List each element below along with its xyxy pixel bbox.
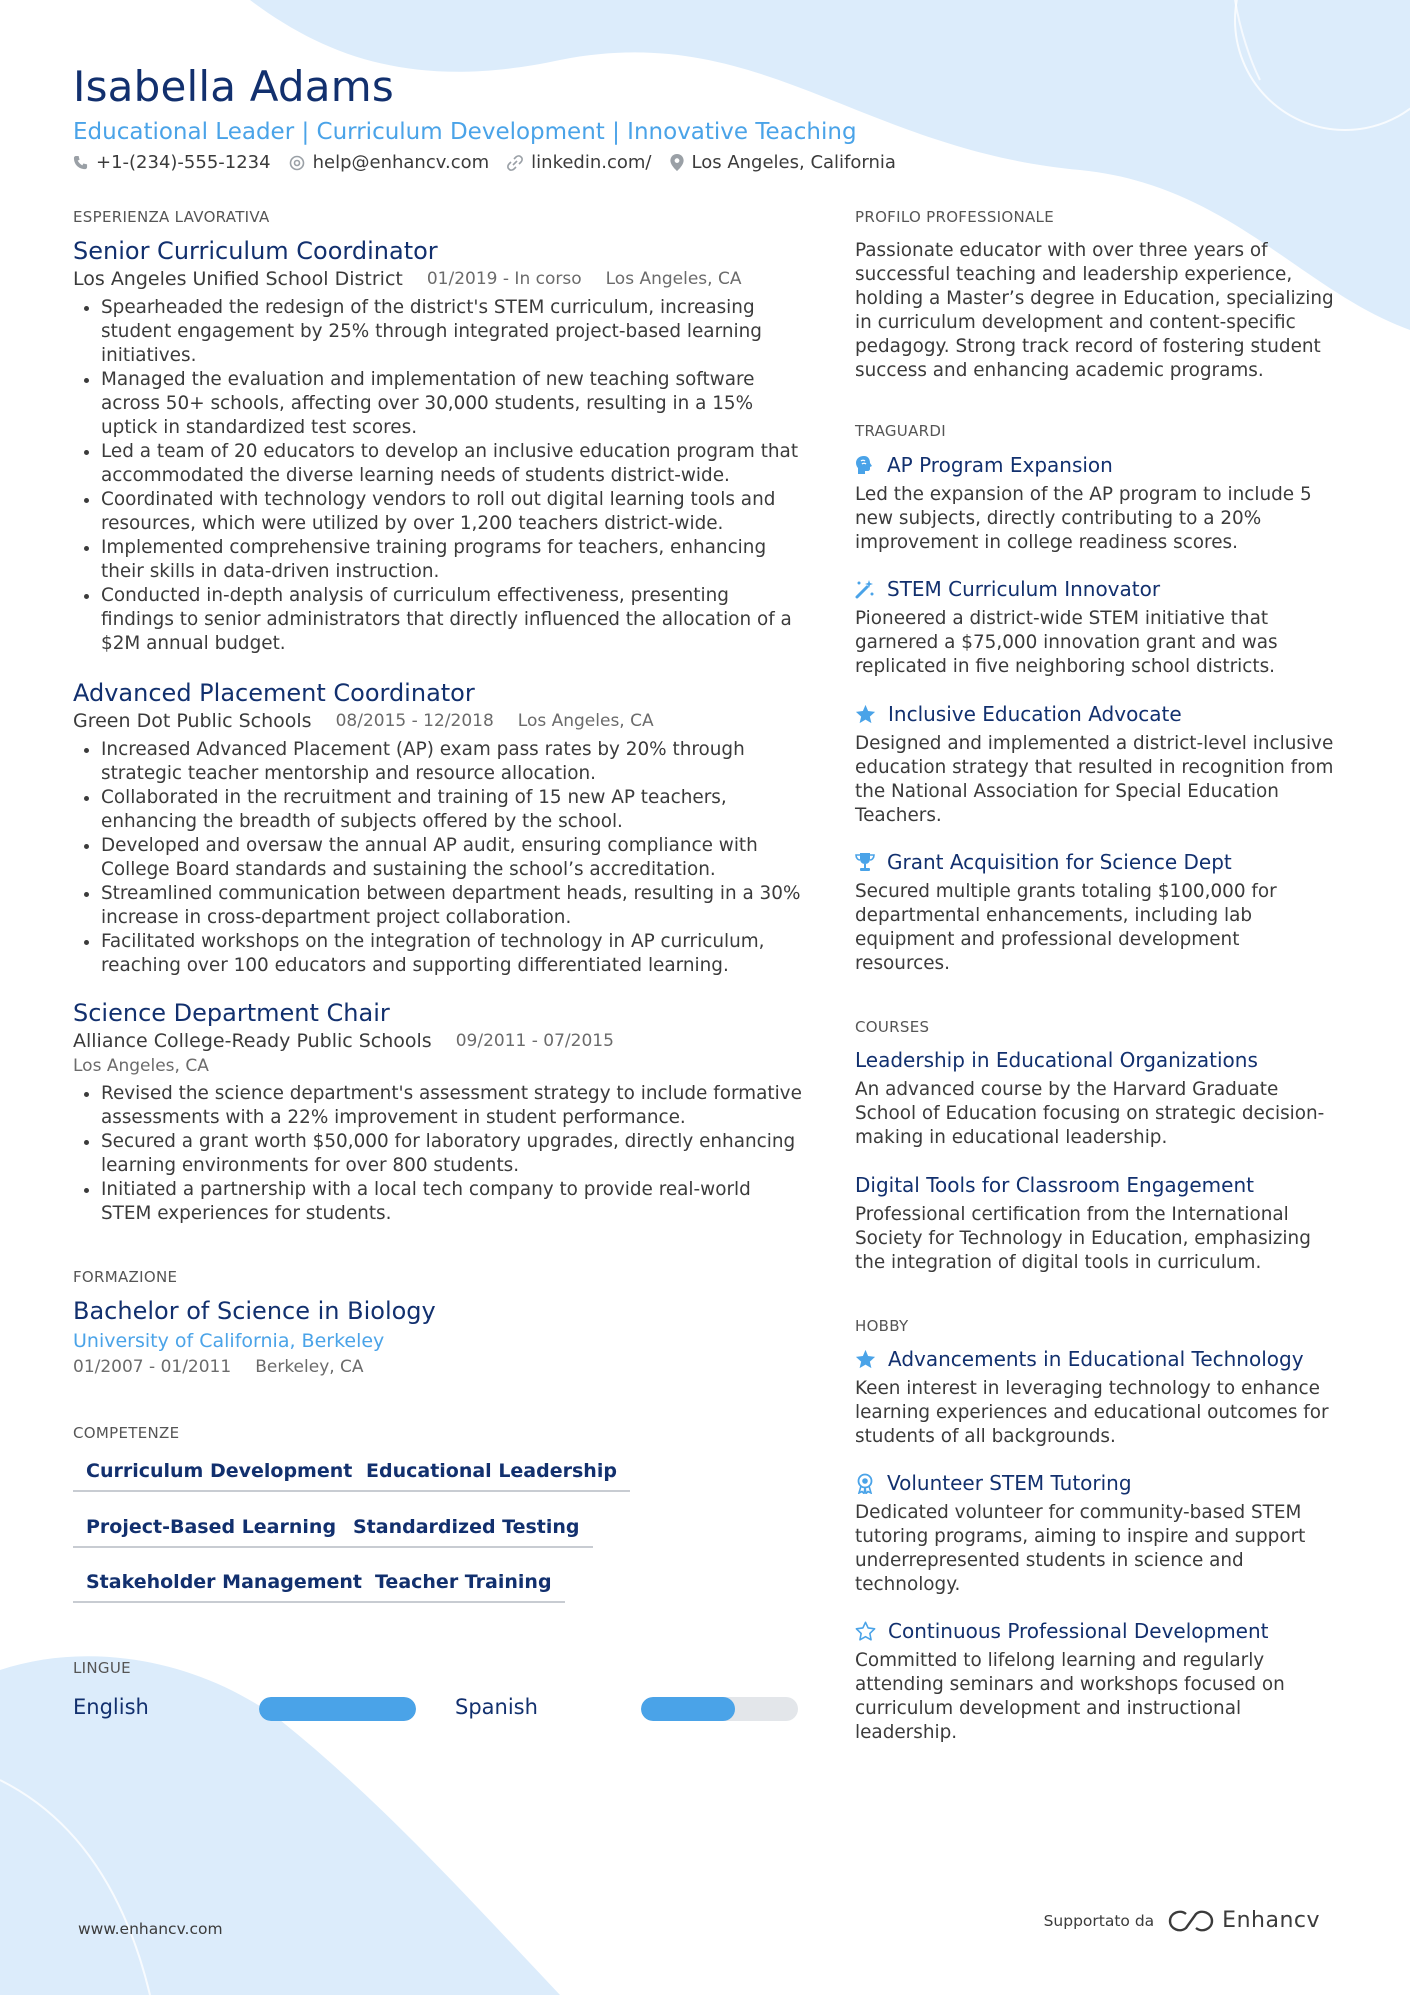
powered-by-label: Supportato da (1043, 1911, 1155, 1930)
achievement-title: AP Program Expansion (887, 453, 1113, 477)
bullet-item: • Developed and oversaw the annual AP audit, ensuring compliance with College Board standards and sustaining the school’s accreditation. (101, 834, 803, 882)
course-title: Leadership in Educational Organizations (855, 1048, 1258, 1072)
bullet-item: • Revised the science department's assessment strategy to include formative assessments with a 22% improvement in student performance. (101, 1082, 803, 1130)
language-name: English (73, 1695, 149, 1719)
skills-section-title: COMPETENZE (73, 1424, 180, 1442)
hobby-item (855, 1469, 1335, 1597)
job-entry (73, 236, 803, 656)
language-level-bar (259, 1697, 416, 1721)
location-contact (670, 152, 896, 173)
job-title: Advanced Placement Coordinator (73, 679, 475, 707)
bullet-item: • Spearheaded the redesign of the district's STEM curriculum, increasing student engagement by 25% through integrated project-based learning initiatives. (101, 296, 803, 368)
bullet-item: • Conducted in-depth analysis of curriculum effectiveness, presenting findings to senior administrators that directly influenced the allocation of a $2M annual budget. (101, 584, 803, 656)
job-entry (73, 998, 803, 1226)
candidate-name: Isabella Adams (73, 62, 394, 111)
location-pin-icon (670, 154, 684, 171)
bullet-item: • Led a team of 20 educators to develop an inclusive education program that accommodated the diverse learning needs of students district-wide. (101, 440, 803, 488)
education-location: Berkeley, CA (255, 1357, 364, 1377)
star-icon (855, 1349, 876, 1369)
skill-tag: Stakeholder Management (73, 1571, 375, 1603)
trophy-icon (855, 852, 875, 872)
achievement-description: Secured multiple grants totaling $100,000 for departmental enhancements, including lab equipment and professional development resources. (855, 881, 1277, 974)
job-company: Alliance College-Ready Public Schools (73, 1030, 432, 1052)
bullet-item: • Facilitated workshops on the integration of technology in AP curriculum, reaching over 100 educators and supporting differentiated learning. (101, 930, 803, 978)
phone-icon (73, 155, 88, 170)
at-icon (289, 155, 305, 171)
languages-section-title: LINGUE (73, 1659, 131, 1677)
award-badge-icon (855, 1473, 875, 1494)
enhancv-logo-icon (1168, 1910, 1214, 1932)
job-title: Senior Curriculum Coordinator (73, 237, 438, 265)
star-outline-icon (855, 1621, 876, 1641)
course-description: Professional certification from the International Society for Technology in Education, emphasizing the integration of digital tools in curriculum. (855, 1204, 1311, 1273)
hobby-description: Dedicated volunteer for community-based STEM tutoring programs, aiming to inspire and support underrepresented students in science and technology. (855, 1502, 1306, 1595)
achievement-item (855, 848, 1335, 976)
bullet-item: • Secured a grant worth $50,000 for laboratory upgrades, directly enhancing learning environments for over 800 students. (101, 1130, 803, 1178)
job-location: Los Angeles, CA (517, 711, 654, 731)
language-level-fill (259, 1697, 416, 1721)
job-entry (73, 678, 803, 978)
skill-tag: Standardized Testing (340, 1516, 593, 1548)
email-contact[interactable] (289, 152, 490, 173)
achievements-section-title: TRAGUARDI (855, 422, 946, 440)
job-dates: 01/2019 - In corso (426, 269, 582, 289)
bullet-item: • Implemented comprehensive training programs for teachers, enhancing their skills in data-driven instruction. (101, 536, 803, 584)
linkedin-contact[interactable] (507, 152, 651, 173)
job-company: Los Angeles Unified School District (73, 268, 403, 290)
profile-summary: Passionate educator with over three years of successful teaching and leadership experience, holding a Master’s degree in Education, specializing in curriculum development and content-specific pedagogy. Strong track record of fostering student success and enhancing academic programs. (855, 240, 1334, 381)
skill-tag: Teacher Training (362, 1571, 565, 1603)
contact-bar (73, 152, 914, 173)
language-level-fill (641, 1697, 735, 1721)
skill-tag: Project-Based Learning (73, 1516, 349, 1548)
achievement-description: Designed and implemented a district-level inclusive education strategy that resulted in recognition from the National Association for Special Education Teachers. (855, 733, 1334, 826)
hobby-item (855, 1345, 1335, 1449)
hobby-title: Volunteer STEM Tutoring (887, 1471, 1132, 1495)
achievement-title: Grant Acquisition for Science Dept (887, 850, 1232, 874)
bullet-item: • Streamlined communication between department heads, resulting in a 30% increase in cross-department project collaboration. (101, 882, 803, 930)
job-title: Science Department Chair (73, 999, 390, 1027)
course-description: An advanced course by the Harvard Graduate School of Education focusing on strategic decision-making in educational leadership. (855, 1079, 1325, 1148)
brand-name: Enhancv (1222, 1908, 1320, 1933)
candidate-headline: Educational Leader | Curriculum Development | Innovative Teaching (73, 119, 857, 145)
hobby-description: Keen interest in leveraging technology to enhance learning experiences and educational outcomes for students of all backgrounds. (855, 1378, 1329, 1447)
job-location: Los Angeles, CA (73, 1056, 209, 1076)
bullet-item: • Coordinated with technology vendors to roll out digital learning tools and resources, which were utilized by over 1,200 teachers district-wide. (101, 488, 803, 536)
bullet-item: • Managed the evaluation and implementation of new teaching software across 50+ schools, affecting over 30,000 students, resulting in a 15% uptick in standardized test scores. (101, 368, 803, 440)
bullet-item: • Initiated a partnership with a local tech company to provide real-world STEM experiences for students. (101, 1178, 803, 1226)
brain-icon (855, 455, 875, 475)
language-name: Spanish (455, 1695, 538, 1719)
footer-branding (1044, 1908, 1320, 1933)
hobby-item (855, 1617, 1335, 1745)
hobby-title: Advancements in Educational Technology (888, 1347, 1304, 1371)
job-dates: 09/2011 - 07/2015 (455, 1031, 614, 1051)
hobbies-section-title: HOBBY (855, 1317, 909, 1335)
achievement-item (855, 451, 1335, 555)
job-bullets (73, 296, 803, 656)
achievement-description: Pioneered a district-wide STEM initiative that garnered a $75,000 innovation grant and was replicated in five neighboring school districts. (855, 608, 1278, 677)
linkedin-text: linkedin.com/ (531, 152, 652, 173)
hobby-description: Committed to lifelong learning and regularly attending seminars and workshops focused on curriculum development and instructional leadership. (855, 1650, 1285, 1743)
skill-tag: Educational Leadership (353, 1460, 630, 1492)
profile-section-title: PROFILO PROFESSIONALE (855, 208, 1054, 226)
achievement-title: Inclusive Education Advocate (888, 702, 1182, 726)
link-icon (507, 155, 523, 171)
education-section-title: FORMAZIONE (73, 1268, 178, 1286)
experience-section-title: ESPERIENZA LAVORATIVA (73, 208, 270, 226)
hobby-title: Continuous Professional Development (888, 1619, 1269, 1643)
achievement-item (855, 575, 1335, 679)
job-bullets (73, 738, 803, 978)
phone-contact[interactable] (73, 152, 271, 173)
bullet-item: • Increased Advanced Placement (AP) exam pass rates by 20% through strategic teacher mentorship and resource allocation. (101, 738, 803, 786)
skill-tag: Curriculum Development (73, 1460, 365, 1492)
star-icon (855, 704, 876, 724)
phone-text: +1-(234)-555-1234 (96, 152, 271, 173)
job-location: Los Angeles, CA (605, 269, 742, 289)
language-level-bar (641, 1697, 798, 1721)
footer-website[interactable]: www.enhancv.com (78, 1920, 223, 1938)
education-entry (73, 1296, 803, 1378)
school-name: University of California, Berkeley (73, 1330, 385, 1352)
magic-wand-icon (855, 579, 875, 599)
degree-title: Bachelor of Science in Biology (73, 1297, 436, 1325)
job-bullets (73, 1082, 803, 1226)
job-company: Green Dot Public Schools (73, 710, 312, 732)
email-text: help@enhancv.com (312, 152, 490, 173)
course-title: Digital Tools for Classroom Engagement (855, 1173, 1254, 1197)
courses-section-title: COURSES (855, 1018, 930, 1036)
job-dates: 08/2015 - 12/2018 (335, 711, 494, 731)
bullet-item: • Collaborated in the recruitment and training of 15 new AP teachers, enhancing the breadth of subjects offered by the school. (101, 786, 803, 834)
achievement-description: Led the expansion of the AP program to include 5 new subjects, directly contributing to a 20% improvement in college readiness scores. (855, 484, 1312, 553)
achievement-title: STEM Curriculum Innovator (887, 577, 1161, 601)
location-text: Los Angeles, California (691, 152, 896, 173)
course-item (855, 1171, 1335, 1275)
course-item (855, 1046, 1335, 1150)
achievement-item (855, 700, 1335, 828)
education-dates: 01/2007 - 01/2011 (73, 1357, 232, 1377)
